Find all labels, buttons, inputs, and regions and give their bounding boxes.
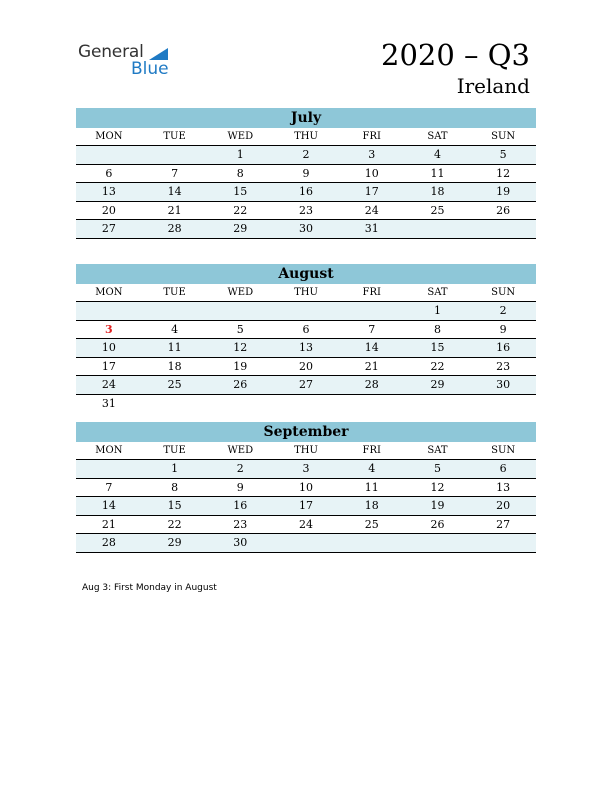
day-cell: 6 [302,322,310,336]
week-row [76,358,536,377]
month-header: August [76,264,536,284]
month-september [76,422,536,553]
weekday-header-row [76,284,536,302]
day-cell: 8 [236,166,244,180]
day-cell: 14 [167,185,182,198]
day-cell: 7 [105,480,113,494]
week-row [76,376,536,395]
weekday-label: MON [95,287,123,298]
day-cell [76,460,142,478]
day-cell: 21 [167,203,182,217]
day-cell: 13 [299,341,314,354]
day-cell: 16 [299,185,314,198]
day-cell: 18 [364,499,379,512]
month-header: September [76,422,536,442]
weekday-label: SUN [491,131,516,142]
day-cell: 16 [233,499,248,512]
day-cell: 10 [364,166,379,180]
day-cell: 5 [433,462,441,475]
day-cell: 13 [496,480,511,494]
weekday-label: SAT [427,445,448,456]
day-cell [76,302,142,320]
day-cell: 25 [430,203,445,217]
week-row [76,395,536,413]
day-cell: 22 [430,359,445,373]
day-cell: 31 [101,396,116,410]
day-cell [142,146,208,164]
day-cell: 2 [302,148,310,161]
day-cell: 29 [430,378,445,391]
holiday-day-cell: 3 [105,322,113,336]
weekday-label: SUN [491,287,516,298]
day-cell: 29 [233,222,248,235]
weekday-label: SAT [427,287,448,298]
week-row [76,165,536,184]
day-cell: 2 [236,462,244,475]
day-cell: 10 [101,341,116,354]
day-cell [470,220,536,238]
weekday-label: SUN [491,445,516,456]
weekday-header-row [76,442,536,460]
weekday-label: THU [294,287,318,298]
day-cell [405,220,471,238]
weekday-label: TUE [163,445,186,456]
day-cell: 17 [364,185,379,198]
week-row [76,183,536,202]
day-cell: 12 [496,166,511,180]
day-cell: 30 [496,378,511,391]
day-cell: 29 [167,536,182,549]
day-cell: 15 [233,185,248,198]
day-cell: 26 [430,517,445,531]
day-cell: 3 [368,148,376,161]
day-cell [405,395,471,413]
day-cell [470,395,536,413]
day-cell: 25 [364,517,379,531]
day-cell: 18 [167,359,182,373]
day-cell: 4 [368,462,376,475]
day-cell: 4 [171,322,179,336]
day-cell: 15 [167,499,182,512]
weekday-label: WED [227,445,254,456]
day-cell: 14 [364,341,379,354]
day-cell: 30 [299,222,314,235]
day-cell: 30 [233,536,248,549]
day-cell: 7 [368,322,376,336]
day-cell: 13 [101,185,116,198]
week-row [76,146,536,165]
weekday-header-row [76,128,536,146]
day-cell: 14 [101,499,116,512]
week-row [76,479,536,498]
weekday-label: THU [294,445,318,456]
month-header: July [76,108,536,128]
day-cell: 21 [101,517,116,531]
day-cell: 12 [233,341,248,354]
week-row [76,534,536,553]
day-cell: 16 [496,341,511,354]
weekday-label: FRI [362,131,381,142]
day-cell: 8 [433,322,441,336]
general-blue-logo [78,42,188,82]
week-row [76,339,536,358]
day-cell: 5 [236,322,244,336]
day-cell [339,395,405,413]
day-cell: 4 [433,148,441,161]
day-cell [273,395,339,413]
day-cell: 9 [499,322,507,336]
weekday-label: MON [95,445,123,456]
day-cell [207,395,273,413]
day-cell: 23 [496,359,511,373]
day-cell: 6 [105,166,113,180]
week-row [76,321,536,340]
day-cell: 8 [171,480,179,494]
day-cell: 18 [430,185,445,198]
day-cell: 7 [171,166,179,180]
day-cell: 31 [364,222,379,235]
month-july [76,108,536,239]
day-cell: 24 [299,517,314,531]
day-cell: 12 [430,480,445,494]
day-cell: 22 [167,517,182,531]
day-cell: 25 [167,378,182,391]
day-cell: 23 [233,517,248,531]
day-cell: 28 [167,222,182,235]
day-cell: 9 [302,166,310,180]
weekday-label: FRI [362,445,381,456]
day-cell: 27 [299,378,314,391]
day-cell [273,302,339,320]
day-cell: 24 [101,378,116,391]
weekday-label: TUE [163,287,186,298]
country-name: Ireland [456,74,530,98]
day-cell: 11 [167,341,182,354]
day-cell: 28 [364,378,379,391]
day-cell: 5 [499,148,507,161]
day-cell: 1 [236,148,244,161]
week-row [76,220,536,239]
week-row [76,202,536,221]
day-cell: 17 [101,359,116,373]
day-cell: 3 [302,462,310,475]
week-row [76,460,536,479]
weekday-label: WED [227,131,254,142]
day-cell: 1 [171,462,179,475]
day-cell: 27 [496,517,511,531]
day-cell: 26 [233,378,248,391]
day-cell: 27 [101,222,116,235]
day-cell: 10 [299,480,314,494]
week-row [76,497,536,516]
day-cell: 22 [233,203,248,217]
day-cell [142,302,208,320]
day-cell: 19 [430,499,445,512]
day-cell: 11 [430,166,445,180]
day-cell [405,534,471,552]
day-cell: 21 [364,359,379,373]
day-cell: 20 [101,203,116,217]
logo-general-text: General [78,42,144,62]
day-cell: 24 [364,203,379,217]
day-cell [207,302,273,320]
weekday-label: TUE [163,131,186,142]
day-cell: 1 [433,304,441,317]
day-cell: 20 [299,359,314,373]
day-cell: 23 [299,203,314,217]
week-row [76,516,536,535]
month-august [76,264,536,412]
day-cell [76,146,142,164]
day-cell [470,534,536,552]
day-cell: 6 [499,462,507,475]
day-cell: 17 [299,499,314,512]
day-cell [339,302,405,320]
day-cell: 19 [233,359,248,373]
weekday-label: MON [95,131,123,142]
day-cell [273,534,339,552]
day-cell: 9 [236,480,244,494]
day-cell: 11 [364,480,379,494]
day-cell: 15 [430,341,445,354]
day-cell [142,395,208,413]
week-row [76,302,536,321]
logo-blue-text: Blue [131,59,169,79]
day-cell: 19 [496,185,511,198]
weekday-label: SAT [427,131,448,142]
holiday-note: Aug 3: First Monday in August [82,583,217,593]
page-title: 2020 – Q3 [381,38,530,72]
day-cell: 2 [499,304,507,317]
day-cell: 28 [101,536,116,549]
day-cell: 26 [496,203,511,217]
day-cell [339,534,405,552]
weekday-label: THU [294,131,318,142]
weekday-label: FRI [362,287,381,298]
weekday-label: WED [227,287,254,298]
day-cell: 20 [496,499,511,512]
